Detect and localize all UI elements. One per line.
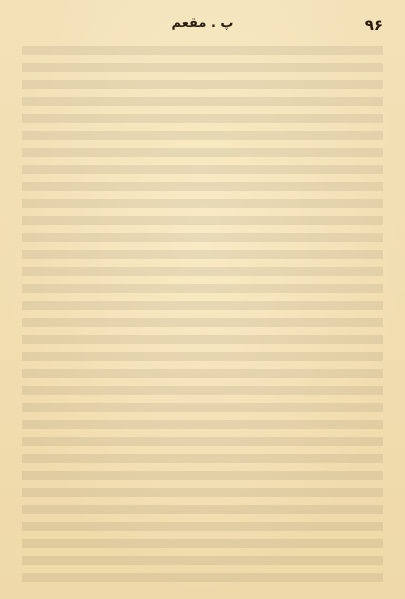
running-title: پ . مقعم	[171, 16, 234, 31]
page-number: ۹۶	[364, 16, 383, 34]
page-header	[22, 14, 383, 36]
body-text-block	[22, 46, 383, 586]
